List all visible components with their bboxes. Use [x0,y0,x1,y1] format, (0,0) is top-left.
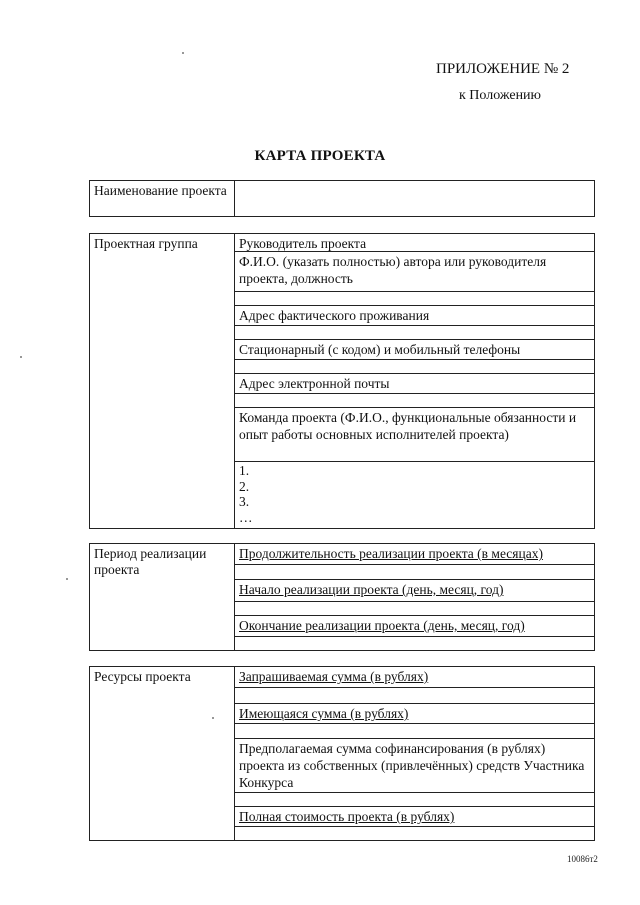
project-name-block [89,180,595,217]
end-date-label [235,615,594,636]
project-name-field[interactable] [235,181,594,216]
duration-text: Продолжительность реализации проекта (в месяцах) [239,546,543,561]
requested-amount-text: Запрашиваемая сумма (в рублях) [239,669,429,684]
list-item: 2. [239,478,250,494]
appendix-reference: к Положению [459,88,542,103]
scan-speck [20,356,22,358]
scan-speck [66,578,68,580]
email-label [235,373,594,393]
total-cost-text: Полная стоимость проекта (в рублях) [239,809,455,824]
phones-label [235,339,594,359]
phones-text: Стационарный (с кодом) и мобильный телефоны [239,342,521,357]
phones-field[interactable] [235,359,594,373]
start-date-text: Начало реализации проекта (день, месяц, год) [239,582,504,597]
requested-amount-label [235,667,594,687]
project-team-block [89,233,595,529]
duration-field[interactable] [235,564,594,579]
start-date-label [235,579,594,601]
project-name-label: Наименование проекта [90,181,235,216]
implementation-period-block [89,543,595,651]
end-date-text: Окончание реализации проекта (день, месяц, год) [239,618,525,633]
appendix-heading: ПРИЛОЖЕНИЕ № 2 [436,61,570,77]
requested-amount-field[interactable] [235,687,594,703]
scan-speck [182,52,184,54]
leader-name-position-field[interactable] [235,291,594,305]
email-field[interactable] [235,393,594,407]
address-field[interactable] [235,325,594,339]
page-title: КАРТА ПРОЕКТА [254,148,386,164]
footer-code: 10086т2 [567,854,598,864]
team-leader-heading [235,234,594,251]
leader-name-position-text: Ф.И.О. (указать полностью) автора или руководителя проекта, должность [239,254,547,286]
team-leader-text: Руководитель проекта [239,236,367,251]
cofinancing-label [235,738,594,792]
cofinancing-text: Предполагаемая сумма софинансирования (в рублях) проекта из собственных (привлечённых) средств Участника Конкурса [239,741,585,790]
email-text: Адрес электронной почты [239,376,390,391]
address-text: Адрес фактического проживания [239,308,430,323]
end-date-field[interactable] [235,636,594,650]
team-description-label [235,407,594,461]
leader-name-position-label [235,251,594,291]
list-item: … [239,509,253,525]
list-item: 1. [239,463,250,478]
available-amount-text: Имеющаяся сумма (в рублях) [239,706,409,721]
cofinancing-field[interactable] [235,792,594,806]
available-amount-label [235,703,594,723]
available-amount-field[interactable] [235,723,594,738]
duration-label [235,544,594,564]
start-date-field[interactable] [235,601,594,615]
address-label [235,305,594,325]
implementation-period-label: Период реализации проекта [90,544,235,650]
total-cost-field[interactable] [235,826,594,840]
project-resources-block [89,666,595,841]
project-team-label: Проектная группа [90,234,235,528]
total-cost-label [235,806,594,826]
list-item: 3. [239,494,250,509]
project-resources-label: Ресурсы проекта [90,667,235,840]
scan-speck [212,717,214,719]
team-members-list[interactable] [235,461,594,528]
team-description-text: Команда проекта (Ф.И.О., функциональные обязанности и опыт работы основных исполнителей проекта) [239,410,577,442]
